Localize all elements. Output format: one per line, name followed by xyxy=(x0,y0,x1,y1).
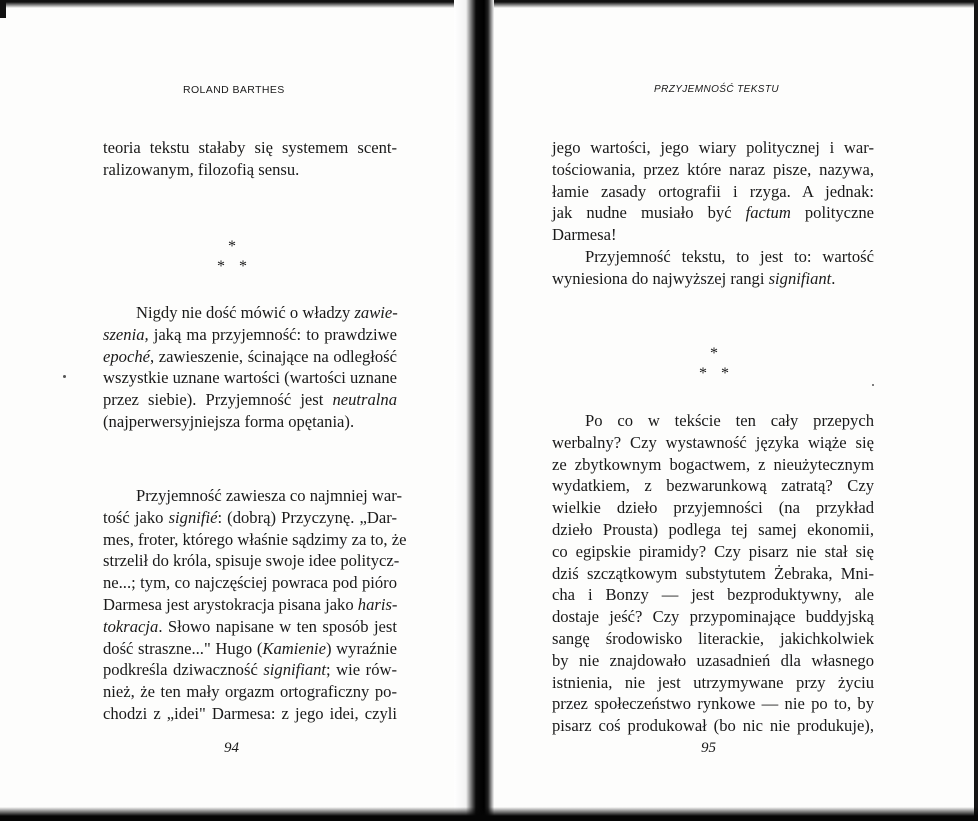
italic-term: Kamienie xyxy=(262,638,327,658)
text-line: jak nudne musiało być factum polityczne xyxy=(552,203,875,223)
text-line: Przyjemność tekstu, to jest to: wartość xyxy=(585,246,874,266)
text-line: nież, że ten mały orgazm ortograficzny po- xyxy=(103,682,397,702)
text-line: Po co w tekście ten cały przepych xyxy=(585,411,874,430)
text-line: przez siebie). Przyjemność jest neutralna xyxy=(103,390,397,410)
text-line: dzieło Prousta) podlega tej samej ekonomii, xyxy=(552,519,874,539)
left-page xyxy=(0,0,460,821)
italic-term: signifiant xyxy=(263,660,327,680)
text-line: werbalny? Czy wystawność języka wiąże się xyxy=(552,432,874,452)
italic-term: haris- xyxy=(357,594,398,614)
running-head-author: ROLAND BARTHES xyxy=(183,84,285,96)
italic-term: szenia, xyxy=(103,324,149,344)
text-line: przez społeczeństwo rynkowe — nie po to, by xyxy=(552,694,874,714)
paragraph-luxury xyxy=(552,410,874,737)
text-line: Nigdy nie dość mówić o władzy zawie- xyxy=(136,303,398,322)
asterisk-top: * xyxy=(710,345,718,362)
paragraph-darmes xyxy=(103,485,407,725)
text-line: epoché, zawieszenie, ścinające na odległość xyxy=(103,346,397,366)
text-line: chodzi z „idei" Darmesa: z jego idei, czyli xyxy=(103,703,397,723)
text-line: co egipskie piramidy? Czy pisarz nie stał się xyxy=(552,541,874,561)
text-line: Przyjemność zawiesza co najmniej war- xyxy=(136,486,402,505)
text-line: cha i Bonzy — jest bezproduktywny, ale xyxy=(552,585,874,605)
italic-term: neutralna xyxy=(332,390,397,410)
italic-term: signifié xyxy=(168,507,218,527)
text-line: ze zbytkownym bogactwem, z nieużytecznym xyxy=(552,454,874,474)
text-line: istnienia, nie jest utrzymywane przy życiu xyxy=(552,672,874,692)
asterisk-bottom: * * xyxy=(217,258,247,275)
scan-speck xyxy=(872,384,874,386)
text-line: strzelił do króla, spisuje swoje idee politycz- xyxy=(103,551,400,571)
text-line: wielkie dzieło przyjemności (na przykład xyxy=(552,498,874,518)
text-line: tokracja. Słowo napisane w ten sposób jest xyxy=(103,616,397,636)
italic-term: tokracja xyxy=(103,616,159,636)
paragraph-continued xyxy=(103,137,397,181)
page-number: 94 xyxy=(224,740,239,756)
running-head-title: PRZYJEMNOŚĆ TEKSTU xyxy=(654,84,779,95)
paragraph-continued xyxy=(552,137,874,290)
right-page xyxy=(494,0,978,821)
italic-term: zawie- xyxy=(354,303,398,322)
text-line: tość jako signifié: (dobrą) Przyczynę. „Dar- xyxy=(103,507,397,527)
paragraph-suspension xyxy=(103,302,397,433)
italic-term: factum xyxy=(745,203,791,223)
text-line: Darmesa! xyxy=(552,225,617,245)
asterisk-top: * xyxy=(228,238,236,255)
asterisk-bottom: * * xyxy=(699,365,729,382)
text-line: łamie zasady ortografii i rzyga. A jednak: xyxy=(552,181,874,201)
text-line: tościowania, przez które naraz pisze, nazywa, xyxy=(552,159,874,179)
italic-term: epoché xyxy=(103,346,150,366)
text-line: dostaje jeść? Czy przypominające buddyjską xyxy=(552,607,874,627)
text-line: dziś szczątkowym substytutem Żebraka, Mni- xyxy=(552,563,874,583)
text-line: (najperwersyjniejsza forma opętania). xyxy=(103,411,355,431)
text-line: sangę środowisko literackie, jakichkolwiek xyxy=(552,628,874,648)
text-line: podkreśla dziwaczność signifiant; wie rów- xyxy=(103,660,398,680)
section-break-asterisks xyxy=(210,237,254,277)
text-line: by nie znajdowało uzasadnień dla własnego xyxy=(552,650,874,670)
italic-term: signifiant xyxy=(768,268,832,288)
text-line: wydatkiem, z bezwarunkową zatratą? Czy xyxy=(552,476,874,496)
book-spine xyxy=(454,0,494,821)
text-line: mes, froter, którego właśnie sądzimy za to, że xyxy=(103,529,407,549)
text-line: pisarz coś produkował (bo nic nie produkuje), xyxy=(552,716,874,736)
text-line: ralizowanym, filozofią sensu. xyxy=(103,159,300,179)
section-break-asterisks xyxy=(692,344,736,384)
text-line: Darmesa jest arystokracja pisana jako haris- xyxy=(103,594,398,614)
text-line: jego wartości, jego wiary politycznej i war- xyxy=(552,138,874,157)
text-line: teoria tekstu stałaby się systemem scent- xyxy=(103,138,397,157)
text-line: dość straszne..." Hugo (Kamienie) wyraźnie xyxy=(103,638,397,658)
text-line: wszystkie uznane wartości (wartości uznane xyxy=(103,368,397,388)
text-line: szenia, jaką ma przyjemność: to prawdziwe xyxy=(103,324,397,344)
page-number: 95 xyxy=(701,740,716,756)
text-line: ne...; tym, co najczęściej powraca pod pióro xyxy=(103,573,397,593)
text-line: wyniesiona do najwyższej rangi signifiant. xyxy=(552,268,836,288)
scan-speck xyxy=(63,375,66,378)
